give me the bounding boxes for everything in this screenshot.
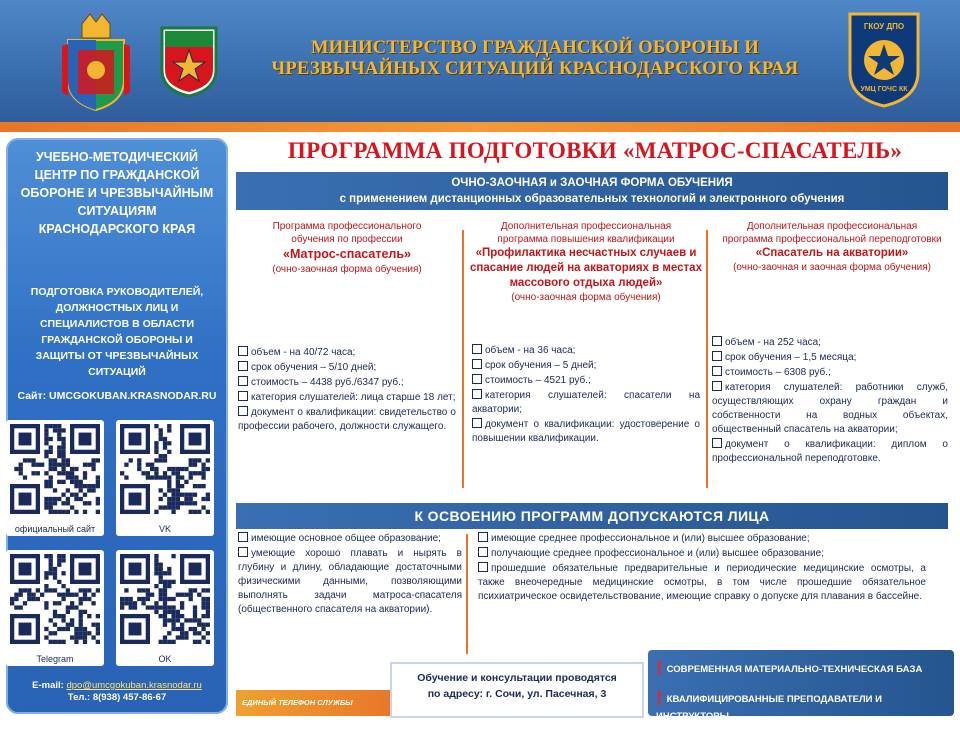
program-column-3 — [714, 220, 950, 274]
center-mission: ПОДГОТОВКА РУКОВОДИТЕЛЕЙ, ДОЛЖНОСТНЫХ ЛИЦ И СПЕЦИАЛИСТОВ В ОБЛАСТИ ГРАЖДАНСКОЙ ОБОРОНЫ И ЗАЩИТЫ ОТ ЧРЕЗВЫЧАЙНЫХ СИТУАЦИЙ — [30, 286, 204, 378]
header-title — [255, 38, 815, 80]
list-item: документ о квалификации: свидетельство о профессии рабочего, должности служащего. — [238, 407, 456, 432]
rescue-phone-number: 112 — [288, 720, 315, 737]
qr-code-icon — [120, 424, 210, 514]
program-header-line: обучения по профессии — [291, 234, 403, 245]
program-name: «Матрос-спасатель» — [283, 247, 411, 261]
list-item: категория слушателей: лица старше 18 лет; — [238, 391, 456, 405]
checkbox-icon — [238, 361, 248, 371]
checkbox-icon — [472, 344, 482, 354]
list-item: стоимость – 4438 руб./6347 руб.; — [238, 376, 456, 390]
list-item: срок обучения – 5/10 дней; — [238, 361, 456, 375]
program-header-line: Программа профессионального — [272, 221, 422, 232]
program-form: (очно-заочная и заочная форма обучения) — [733, 262, 931, 273]
list-item: имеющие среднее профессиональное и (или) высшее образование; — [478, 532, 926, 546]
checkbox-icon — [238, 346, 248, 356]
checkbox-icon — [238, 406, 248, 416]
checkbox-icon — [712, 336, 722, 346]
checkbox-icon — [712, 381, 722, 391]
checkbox-icon — [472, 359, 482, 369]
address-box — [392, 664, 642, 716]
study-form-banner — [236, 172, 948, 210]
list-item: срок обучения – 1,5 месяца; — [712, 351, 948, 365]
list-item: стоимость – 6308 руб.; — [712, 366, 948, 380]
checkbox-icon — [478, 532, 488, 542]
header-title-line-2: ЧРЕЗВЫЧАЙНЫХ СИТУАЦИЙ КРАСНОДАРСКОГО КРАЯ — [271, 59, 799, 79]
list-item: объем - на 252 часа; — [712, 336, 948, 350]
list-item: категория слушателей: работники служб, осуществляющих охрану граждан и собственности на водных объектах, общественный спасатель на акватории; — [712, 382, 948, 435]
program-name: «Профилактика несчастных случаев и спасание людей на акваториях в местах массового отдыха людей» — [470, 247, 702, 289]
advantage-item: ! СОВРЕМЕННАЯ МАТЕРИАЛЬНО-ТЕХНИЧЕСКАЯ БАЗА — [656, 658, 923, 680]
qr-code-icon — [10, 424, 100, 514]
column-divider — [706, 230, 708, 488]
program-details-2 — [472, 344, 700, 447]
address-line-2: по адресу: г. Сочи, ул. Пасечная, 3 — [427, 688, 607, 700]
program-header — [714, 220, 950, 274]
program-header-line: программа профессиональной переподготовки — [722, 234, 942, 245]
program-title: ПРОГРАММА ПОДГОТОВКИ «МАТРОС-СПАСАТЕЛЬ» — [287, 138, 903, 163]
study-form-line-1: ОЧНО-ЗАОЧНАЯ и ЗАОЧНАЯ ФОРМА ОБУЧЕНИЯ — [451, 177, 733, 189]
contacts — [16, 680, 218, 704]
program-form: (очно-заочная форма обучения) — [272, 264, 422, 275]
umc-badge-bottom-text: УМЦ ГОЧС КК — [860, 86, 908, 93]
checkbox-icon — [238, 532, 248, 542]
krasnodar-coat-of-arms-icon — [58, 10, 134, 114]
site-link[interactable]: Сайт: UMCGOKUBAN.KRASNODAR.RU — [17, 390, 217, 402]
admission-left — [238, 532, 462, 618]
qr-telegram[interactable] — [6, 550, 104, 666]
exclamation-icon: ! — [656, 658, 663, 680]
list-item: объем - на 40/72 часа; — [238, 346, 456, 360]
umc-badge-icon — [846, 10, 922, 108]
list-item: категория слушателей: спасатели на акватории; — [472, 390, 700, 415]
phone-number: Тел.: 8(938) 457-86-67 — [67, 692, 167, 703]
program-name: «Спасатель на акватории» — [755, 247, 909, 259]
admission-banner: К ОСВОЕНИЮ ПРОГРАММ ДОПУСКАЮТСЯ ЛИЦА — [236, 503, 948, 529]
column-divider — [462, 230, 464, 488]
admission-right — [478, 532, 926, 605]
email-label: E-mail: — [32, 680, 67, 691]
qr-ok[interactable] — [116, 550, 214, 666]
checkbox-icon — [238, 376, 248, 386]
program-header-line: Дополнительная профессиональная — [746, 221, 918, 232]
qr-caption: OK — [158, 654, 172, 664]
qr-vk[interactable] — [116, 420, 214, 536]
checkbox-icon — [712, 351, 722, 361]
qr-official-site[interactable] — [6, 420, 104, 536]
header — [0, 0, 960, 122]
list-item: получающие среднее профессиональное и (или) высшее образование; — [478, 547, 926, 561]
program-details-3 — [712, 336, 948, 467]
checkbox-icon — [472, 374, 482, 384]
qr-code-icon — [10, 554, 100, 644]
checkbox-icon — [472, 418, 482, 428]
rescue-phone-strip — [236, 690, 396, 737]
mchs-emblem-icon — [158, 24, 220, 98]
address-line-1: Обучение и консультации проводятся — [417, 672, 617, 684]
checkbox-icon — [238, 391, 248, 401]
checkbox-icon — [712, 438, 722, 448]
list-item: прошедшие обязательные предварительные и периодические медицинские осмотры, а также внеочередные медицинские осмотры, в том числе прошедшие обязательное психиатрическое освидетельствование, имеющие справку о допуске для плавания в бассейне. — [478, 563, 926, 602]
header-orange-stripe — [0, 122, 960, 132]
study-form-line-2: с применением дистанционных образовательных технологий и электронного обучения — [339, 193, 845, 205]
checkbox-icon — [238, 547, 248, 557]
rescue-phone-label: ЕДИНЫЙ ТЕЛЕФОН СЛУЖБЫ СПАСЕНИЯ — [242, 698, 353, 733]
advantage-item: ! КВАЛИФИЦИРОВАННЫЕ ПРЕПОДАВАТЕЛИ И ИНСТРУКТОРЫ — [656, 688, 882, 722]
program-header — [236, 220, 458, 276]
qr-caption: официальный сайт — [14, 524, 96, 534]
program-header-line: программа повышения квалификации — [497, 234, 675, 245]
list-item: имеющие основное общее образование; — [238, 532, 462, 546]
program-form: (очно-заочная форма обучения) — [511, 292, 661, 303]
checkbox-icon — [472, 389, 482, 399]
checkbox-icon — [478, 562, 488, 572]
program-column-1 — [236, 220, 458, 276]
list-item: документ о квалификации: удостоверение о повышении квалификации. — [472, 419, 700, 444]
list-item: документ о квалификации: диплом о профессиональной переподготовке. — [712, 439, 948, 464]
email-link[interactable]: dpo@umcgokuban.krasnodar.ru — [66, 680, 202, 691]
list-item: умеющие хорошо плавать и нырять в глубину и длину, обладающие достаточными физическими данными, позволяющими выполнять задачи матроса-спасателя (общественного спасателя на акватории). — [238, 548, 462, 615]
advantages-panel — [648, 650, 954, 722]
qr-caption: Telegram — [36, 654, 74, 664]
list-item: срок обучения – 5 дней; — [472, 359, 700, 373]
exclamation-icon: ! — [656, 688, 663, 710]
qr-code-icon — [120, 554, 210, 644]
center-name: УЧЕБНО-МЕТОДИЧЕСКИЙ ЦЕНТР ПО ГРАЖДАНСКОЙ ОБОРОНЕ И ЧРЕЗВЫЧАЙНЫМ СИТУАЦИЯМ КРАСНОДАРСКОГО КРАЯ — [20, 150, 214, 236]
qr-caption: VK — [158, 524, 171, 534]
list-item: объем - на 36 часа; — [472, 344, 700, 358]
umc-badge-top-text: ГКОУ ДПО — [863, 22, 905, 31]
program-header-line: Дополнительная профессиональная — [500, 221, 672, 232]
list-item: стоимость – 4521 руб.; — [472, 374, 700, 388]
program-details-1 — [238, 346, 456, 435]
program-header — [470, 220, 702, 304]
header-title-line-1: МИНИСТЕРСТВО ГРАЖДАНСКОЙ ОБОРОНЫ И — [310, 38, 760, 58]
column-divider — [466, 534, 468, 654]
left-sidebar — [6, 138, 228, 714]
checkbox-icon — [478, 547, 488, 557]
program-column-2 — [470, 220, 702, 304]
checkbox-icon — [712, 366, 722, 376]
